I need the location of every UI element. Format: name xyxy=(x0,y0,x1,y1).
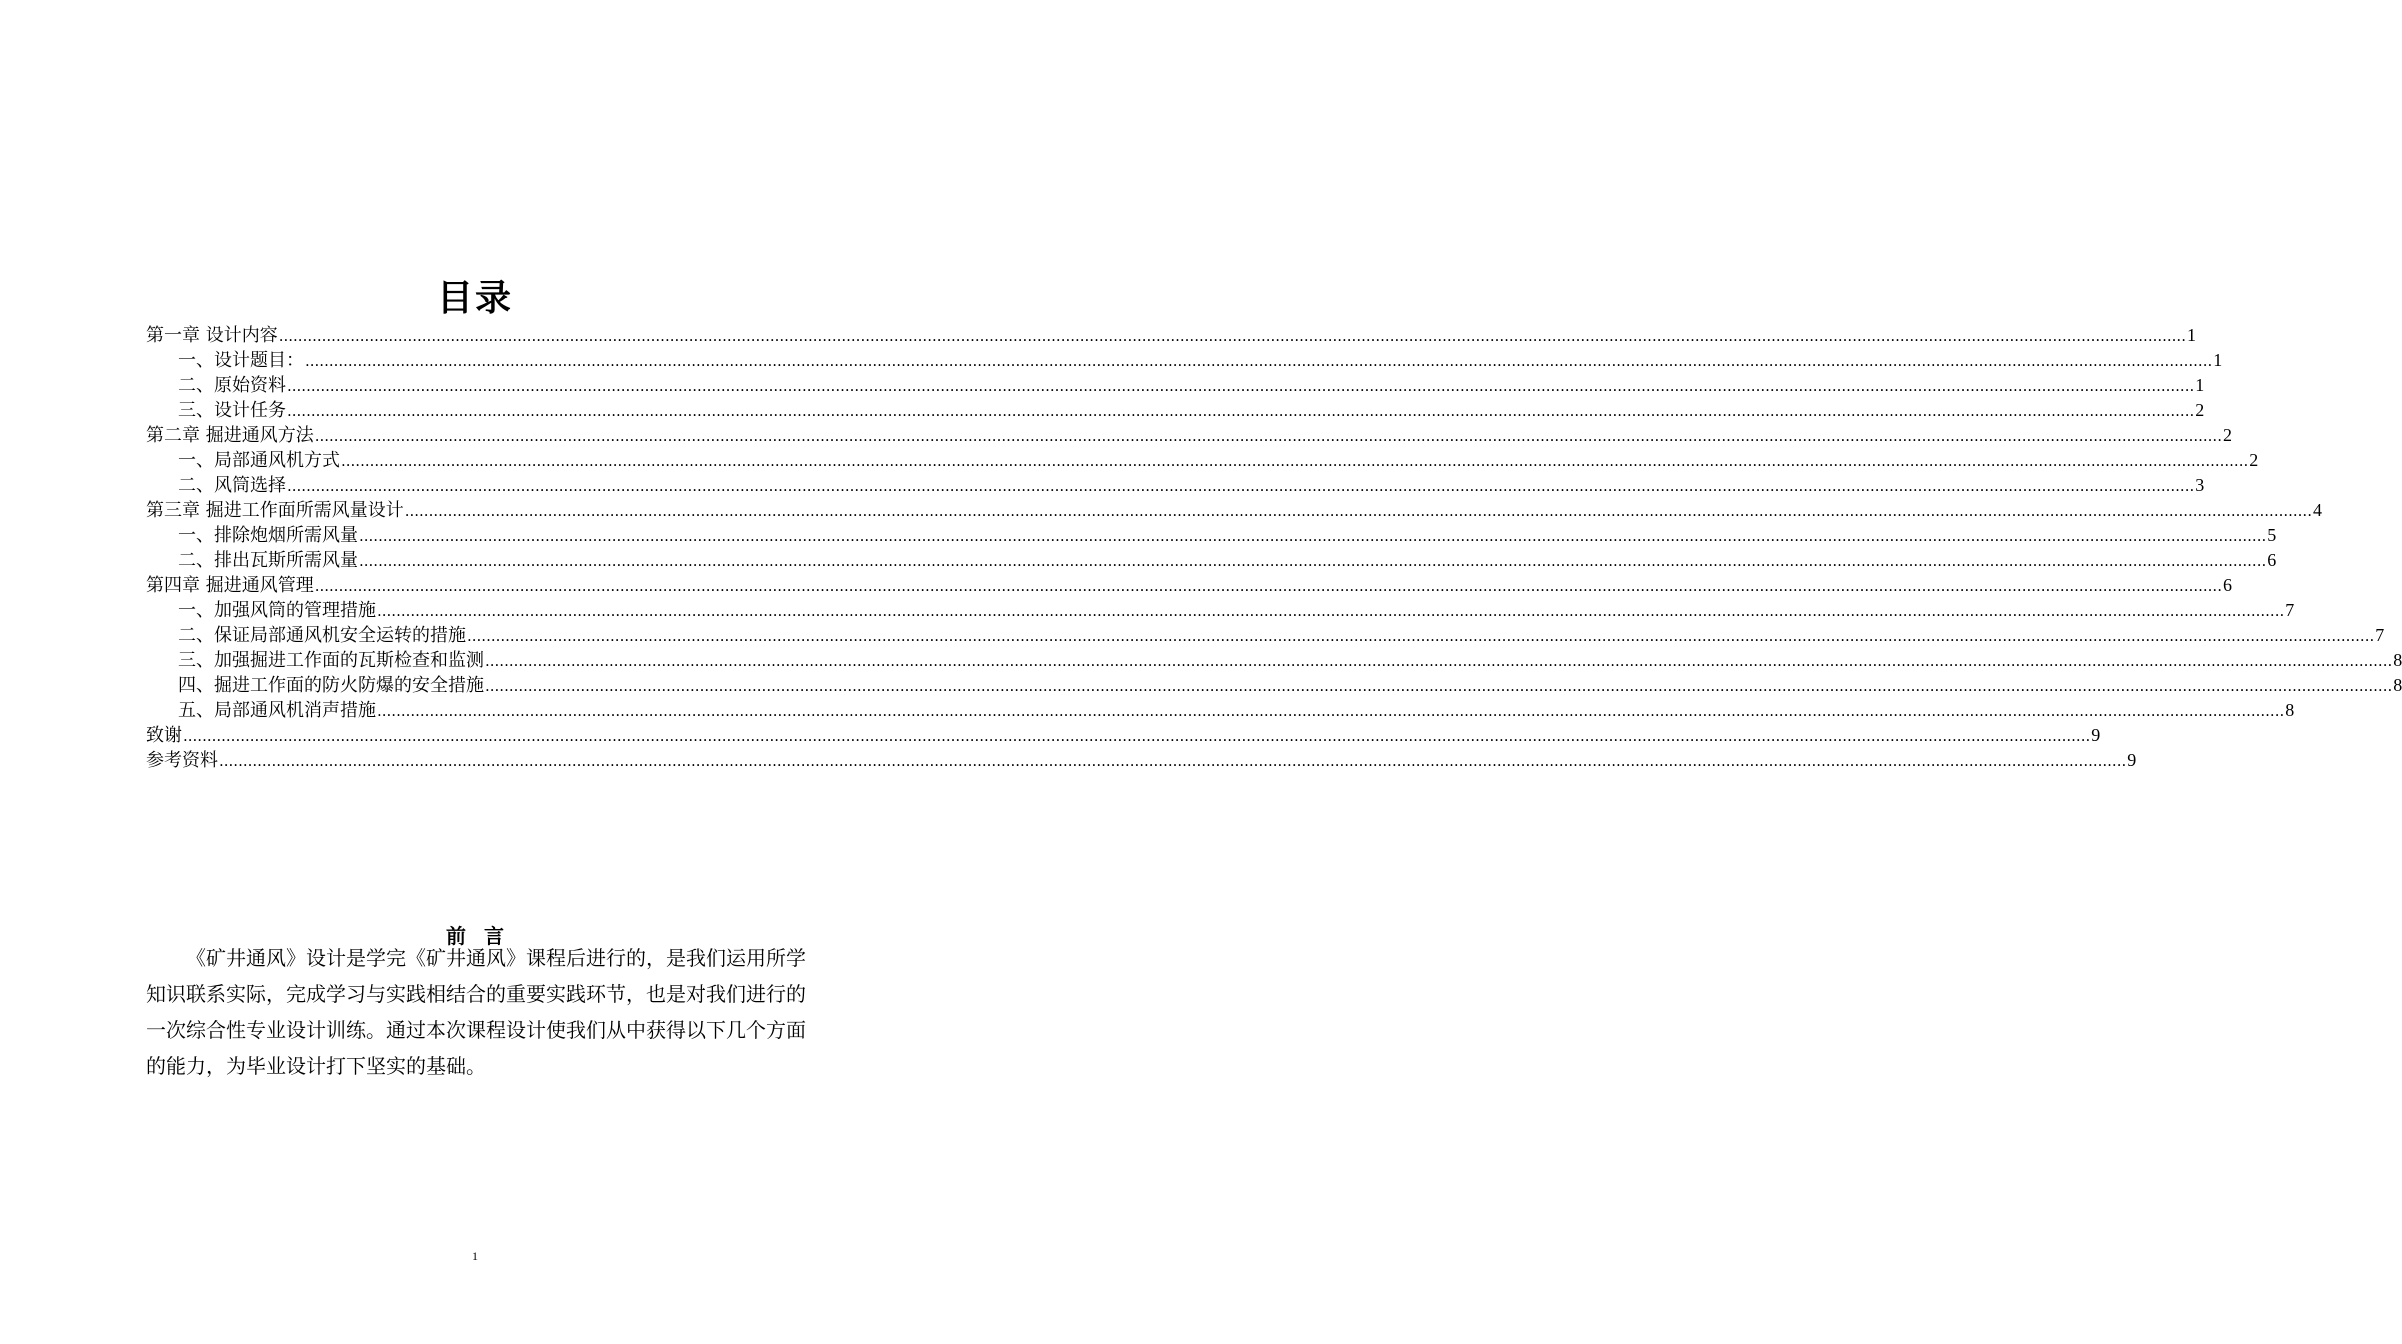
toc-entry[interactable] xyxy=(146,723,2101,748)
toc-dot-leader: ................................................................................................................................................................................................................................................................................................................................................................................................................ xyxy=(183,727,2091,745)
toc-entry-page: 2 xyxy=(2222,425,2232,445)
toc-entry-page: 5 xyxy=(2267,525,2277,545)
page-number: 1 xyxy=(472,1249,478,1263)
toc-dot-leader: ................................................................................................................................................................................................................................................................................................................................................................................................................ xyxy=(485,652,2393,670)
preface-heading: 前言 xyxy=(446,924,522,948)
toc-entry-label: 二、排出瓦斯所需风量 xyxy=(178,550,358,571)
preface-body: 《矿井通风》设计是学完《矿井通风》课程后进行的，是我们运用所学知识联系实际，完成学习与实践相结合的重要实践环节，也是对我们进行的一次综合性专业设计训练。通过本次课程设计使我们从中获得以下几个方面的能力，为毕业设计打下坚实的基础。 xyxy=(146,946,806,1078)
toc-entry-page: 9 xyxy=(2127,750,2137,770)
toc-dot-leader: ................................................................................................................................................................................................................................................................................................................................................................................................................ xyxy=(287,402,2195,420)
toc-dot-leader: ................................................................................................................................................................................................................................................................................................................................................................................................................ xyxy=(404,502,2312,520)
toc-dot-leader: ................................................................................................................................................................................................................................................................................................................................................................................................................ xyxy=(485,677,2393,695)
toc-entry-page: 8 xyxy=(2393,650,2402,670)
toc-entry[interactable] xyxy=(146,698,2295,723)
toc-entry-label: 三、加强掘进工作面的瓦斯检查和监测 xyxy=(178,650,484,671)
toc-entry-label: 一、局部通风机方式 xyxy=(178,450,340,471)
toc-entry-label: 四、掘进工作面的防火防爆的安全措施 xyxy=(178,675,484,696)
toc-entry[interactable] xyxy=(146,523,2277,548)
toc-dot-leader: ................................................................................................................................................................................................................................................................................................................................................................................................................ xyxy=(314,427,2222,445)
toc-entry-label: 二、风筒选择 xyxy=(178,475,286,496)
toc-entry[interactable] xyxy=(146,373,2205,398)
toc-entry-label: 一、加强风筒的管理措施 xyxy=(178,600,376,621)
toc-dot-leader: ................................................................................................................................................................................................................................................................................................................................................................................................................ xyxy=(314,577,2222,595)
toc-dot-leader: ................................................................................................................................................................................................................................................................................................................................................................................................................ xyxy=(278,327,2186,345)
toc-dot-leader: ................................................................................................................................................................................................................................................................................................................................................................................................................ xyxy=(341,452,2249,470)
toc-entry[interactable] xyxy=(146,673,2402,698)
toc-entry-label: 五、局部通风机消声措施 xyxy=(178,700,376,721)
toc-title: 目录 xyxy=(436,278,513,319)
toc-entry-label: 致谢 xyxy=(146,725,182,746)
toc-entry[interactable] xyxy=(146,498,2322,523)
toc-dot-leader: ................................................................................................................................................................................................................................................................................................................................................................................................................ xyxy=(219,752,2127,770)
toc-entry[interactable] xyxy=(146,323,2196,348)
toc-dot-leader: ................................................................................................................................................................................................................................................................................................................................................................................................................ xyxy=(377,602,2285,620)
toc-entry-page: 1 xyxy=(2213,350,2223,370)
toc-entry-page: 2 xyxy=(2195,400,2205,420)
toc-entry-page: 1 xyxy=(2195,375,2205,395)
toc-entry[interactable] xyxy=(146,423,2232,448)
toc-entry[interactable] xyxy=(146,648,2402,673)
toc-entry-label: 二、原始资料 xyxy=(178,375,286,396)
toc-dot-leader: ................................................................................................................................................................................................................................................................................................................................................................................................................ xyxy=(359,527,2267,545)
toc-entry-label: 参考资料 xyxy=(146,750,218,771)
toc-entry[interactable] xyxy=(146,348,2223,373)
toc-dot-leader: ................................................................................................................................................................................................................................................................................................................................................................................................................ xyxy=(377,702,2285,720)
toc-entry-label: 一、排除炮烟所需风量 xyxy=(178,525,358,546)
toc-entry-page: 6 xyxy=(2222,575,2232,595)
toc-entry-label: 第二章 掘进通风方法 xyxy=(146,425,314,446)
toc-dot-leader: ................................................................................................................................................................................................................................................................................................................................................................................................................ xyxy=(287,377,2195,395)
toc-entry-page: 8 xyxy=(2393,675,2402,695)
toc-entry-label: 第三章 掘进工作面所需风量设计 xyxy=(146,500,404,521)
toc-entry-page: 7 xyxy=(2375,625,2385,645)
toc-dot-leader: ................................................................................................................................................................................................................................................................................................................................................................................................................ xyxy=(359,552,2267,570)
toc-entry-page: 3 xyxy=(2195,475,2205,495)
toc-entry[interactable] xyxy=(146,748,2137,773)
toc-entry-page: 9 xyxy=(2091,725,2101,745)
toc-dot-leader: ................................................................................................................................................................................................................................................................................................................................................................................................................ xyxy=(305,352,2213,370)
toc-entry-label: 二、保证局部通风机安全运转的措施 xyxy=(178,625,466,646)
toc-entry[interactable] xyxy=(146,548,2277,573)
toc-entry-label: 第四章 掘进通风管理 xyxy=(146,575,314,596)
toc-entry[interactable] xyxy=(146,623,2385,648)
toc-entry-page: 7 xyxy=(2285,600,2295,620)
toc-entry[interactable] xyxy=(146,398,2205,423)
toc-entry-page: 1 xyxy=(2186,325,2196,345)
toc-entry-label: 第一章 设计内容 xyxy=(146,325,278,346)
table-of-contents xyxy=(146,323,2402,773)
toc-entry-page: 4 xyxy=(2312,500,2322,520)
toc-entry[interactable] xyxy=(146,573,2232,598)
toc-entry-page: 6 xyxy=(2267,550,2277,570)
toc-entry[interactable] xyxy=(146,473,2205,498)
toc-entry-page: 2 xyxy=(2249,450,2259,470)
toc-dot-leader: ................................................................................................................................................................................................................................................................................................................................................................................................................ xyxy=(287,477,2195,495)
toc-entry-page: 8 xyxy=(2285,700,2295,720)
toc-entry[interactable] xyxy=(146,598,2295,623)
toc-entry[interactable] xyxy=(146,448,2259,473)
toc-entry-label: 三、设计任务 xyxy=(178,400,286,421)
toc-dot-leader: ................................................................................................................................................................................................................................................................................................................................................................................................................ xyxy=(467,627,2375,645)
toc-entry-label: 一、设计题目： xyxy=(178,350,304,371)
